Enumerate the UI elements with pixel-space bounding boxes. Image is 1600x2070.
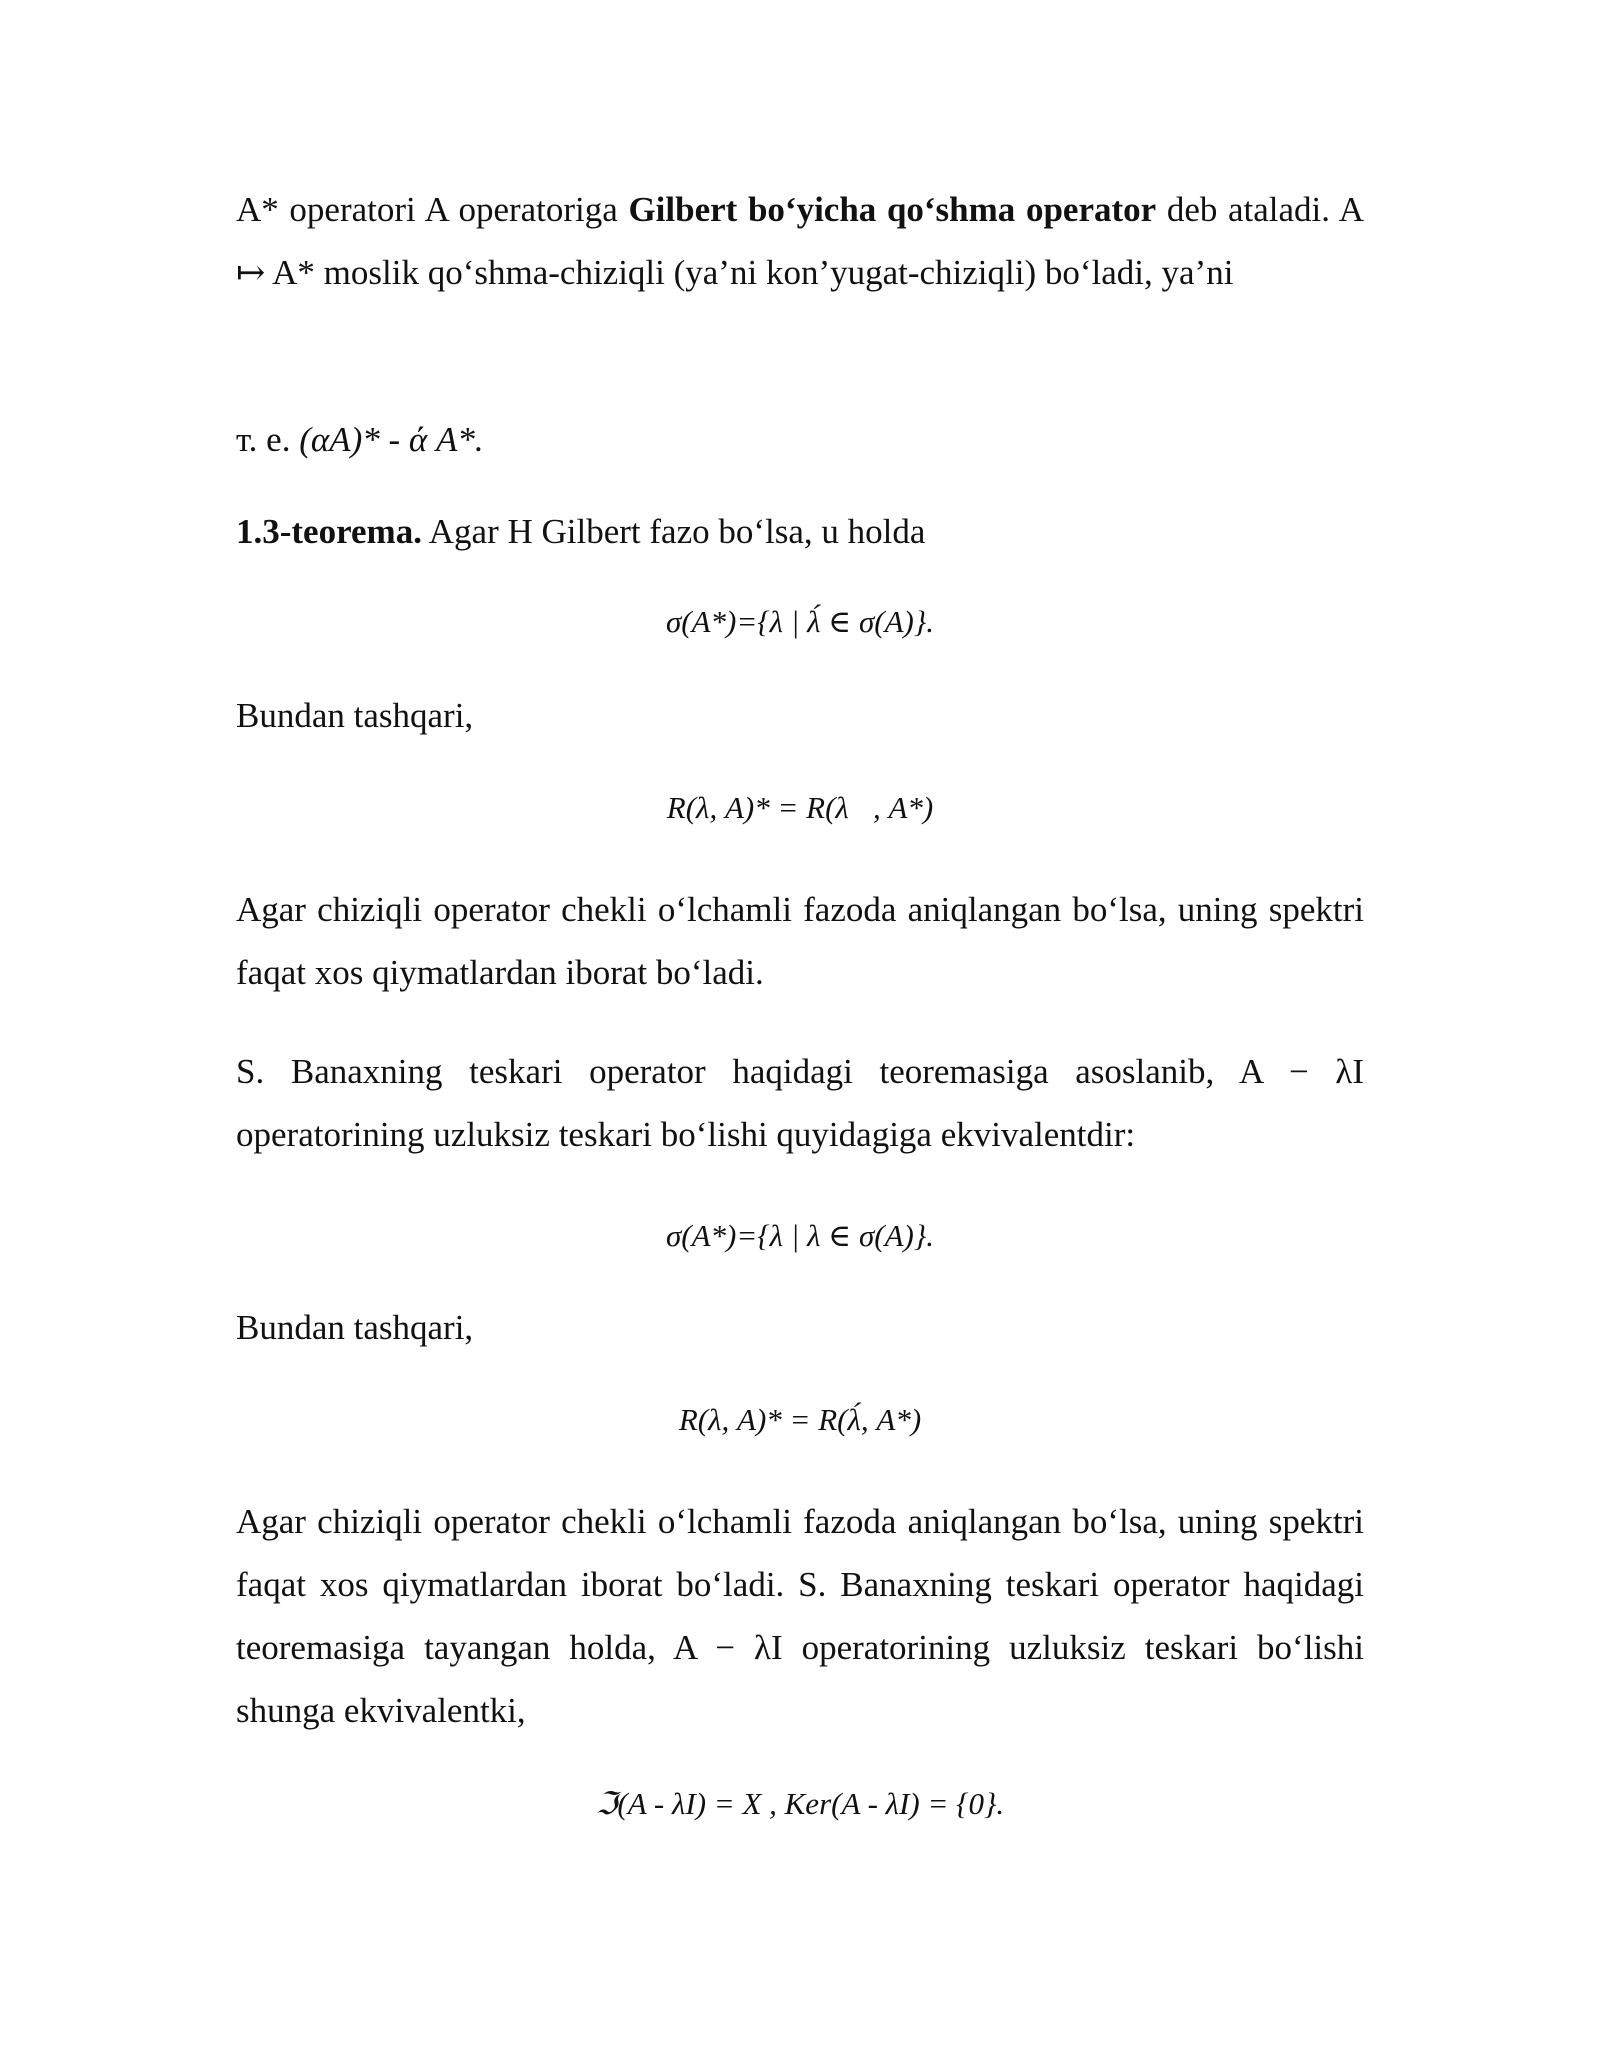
- theorem-label: 1.3-teorema.: [236, 512, 422, 551]
- paragraph-banach-1: S. Banaxning teskari operator haqidagi teoremasiga asoslanib, A − λI operatorining uzluksiz teskari bo‘lishi quyidagiga ekvivalentdir:: [236, 1052, 1364, 1154]
- theorem-line: [236, 510, 1364, 554]
- te-prefix: т. е.: [236, 420, 300, 459]
- formula-spectrum-1: σ(A*)={λ | λ́ ∈ σ(A)}.: [665, 604, 935, 639]
- formula-resolvent-2: R(λ, A)* = R(λ́, A*): [678, 1402, 922, 1437]
- line-te: [236, 418, 1364, 462]
- paragraph-adjoint-definition: [236, 178, 1364, 304]
- text-bundan-2: Bundan tashqari,: [236, 1308, 474, 1347]
- paragraph-text: A* operatori A operatoriga: [236, 190, 629, 229]
- formula-spectrum-2: σ(A*)={λ | λ ∈ σ(A)}.: [665, 1218, 935, 1253]
- text-bundan-1: Bundan tashqari,: [236, 696, 474, 735]
- theorem-text: Agar H Gilbert fazo bo‘lsa, u holda: [421, 512, 926, 551]
- bold-term: Gilbert bo‘yicha qo‘shma operator: [628, 190, 1157, 229]
- paragraph-finite-dimensional-2: Agar chiziqli operator chekli o‘lchamli fazoda aniqlangan bo‘lsa, uning spektri faqat xos qiymatlardan iborat bo‘ladi. S. Banaxning teskari operator haqidagi teoremasiga tayangan holda, A − λI operatorining uzluksiz teskari bo‘lishi shunga ekvivalentki,: [236, 1502, 1364, 1730]
- inline-formula: (αA)* - ά A*.: [299, 420, 484, 459]
- paragraph-text: deb ataladi. A ↦ A* moslik qo‘shma-chiziqli (ya’ni kon’yugat-chiziqli) bo‘ladi, ya’ni: [236, 190, 1364, 292]
- formula-resolvent-1: R(λ, A)* = R(λ⃗, A*): [666, 790, 934, 825]
- formula-kernel-image: ℑ(A - λI) = X , Ker(A - λI) = {0}.: [595, 1786, 1005, 1821]
- paragraph-finite-dimensional-1: Agar chiziqli operator chekli o‘lchamli fazoda aniqlangan bo‘lsa, uning spektri faqat xos qiymatlardan iborat bo‘ladi.: [236, 890, 1364, 992]
